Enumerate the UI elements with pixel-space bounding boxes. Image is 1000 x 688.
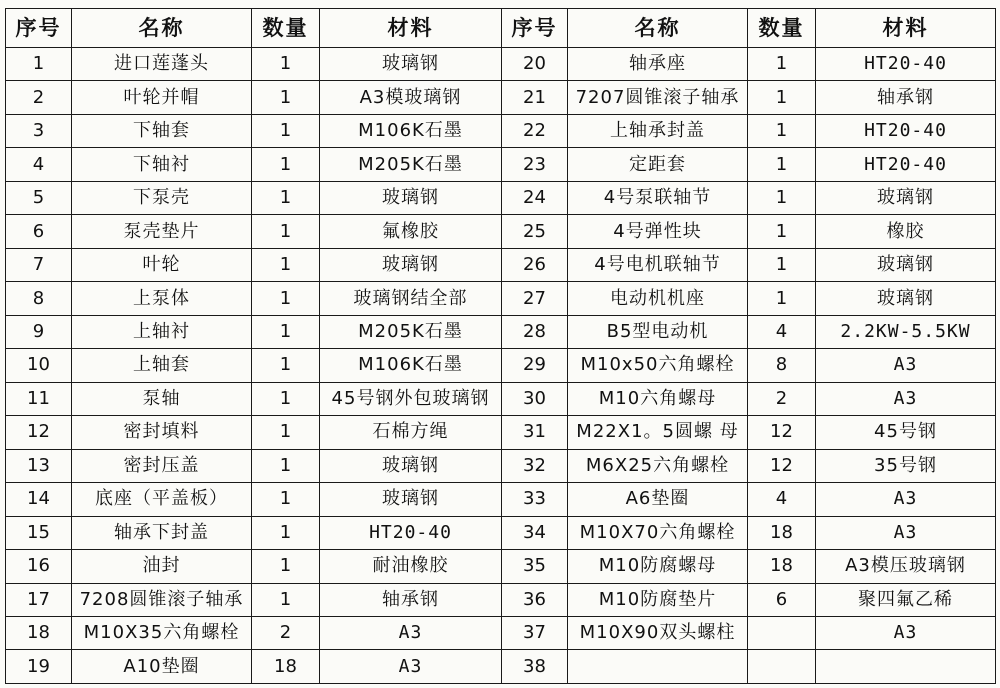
quantity-cell (748, 650, 816, 684)
part-number-cell: 16 (6, 550, 72, 583)
material-cell: 聚四氟乙稀 (816, 583, 996, 616)
quantity-cell: 1 (252, 81, 320, 114)
quantity-cell: 12 (748, 416, 816, 449)
material-cell: A3 (816, 616, 996, 649)
quantity-cell: 2 (748, 382, 816, 415)
quantity-cell: 1 (252, 248, 320, 281)
material-cell: 玻璃钢 (320, 48, 502, 81)
material-cell: HT20-40 (816, 114, 996, 147)
material-cell: A3 (816, 382, 996, 415)
part-number-cell: 10 (6, 349, 72, 382)
part-number-cell: 5 (6, 181, 72, 214)
header-material-left: 材料 (320, 9, 502, 48)
quantity-cell: 1 (252, 416, 320, 449)
table-row (6, 382, 996, 415)
part-name-cell: 下轴衬 (72, 148, 252, 181)
material-cell: A3 (816, 483, 996, 516)
part-name-cell: 上轴套 (72, 349, 252, 382)
quantity-cell: 4 (748, 483, 816, 516)
part-number-cell: 25 (502, 215, 568, 248)
part-number-cell: 22 (502, 114, 568, 147)
part-name-cell: M10X35六角螺栓 (72, 616, 252, 649)
material-cell: 35号钢 (816, 449, 996, 482)
material-cell: 轴承钢 (320, 583, 502, 616)
material-cell: A3 (320, 616, 502, 649)
table-row (6, 416, 996, 449)
part-number-cell: 32 (502, 449, 568, 482)
material-cell: M205K石墨 (320, 148, 502, 181)
part-number-cell: 6 (6, 215, 72, 248)
quantity-cell (748, 616, 816, 649)
material-cell: 玻璃钢 (816, 181, 996, 214)
part-number-cell: 11 (6, 382, 72, 415)
part-name-cell: M10六角螺母 (568, 382, 748, 415)
table-row (6, 282, 996, 315)
material-cell: M106K石墨 (320, 114, 502, 147)
part-number-cell: 28 (502, 315, 568, 348)
table-row (6, 349, 996, 382)
part-name-cell: 进口莲蓬头 (72, 48, 252, 81)
table-row (6, 114, 996, 147)
part-number-cell: 19 (6, 650, 72, 684)
quantity-cell: 1 (252, 48, 320, 81)
parts-list-table (5, 8, 996, 684)
part-number-cell: 30 (502, 382, 568, 415)
header-row (6, 9, 996, 48)
part-number-cell: 23 (502, 148, 568, 181)
part-number-cell: 26 (502, 248, 568, 281)
material-cell: HT20-40 (816, 148, 996, 181)
part-name-cell: 底座（平盖板） (72, 483, 252, 516)
table-row (6, 516, 996, 549)
part-number-cell: 38 (502, 650, 568, 684)
part-number-cell: 33 (502, 483, 568, 516)
part-name-cell: 密封填料 (72, 416, 252, 449)
quantity-cell: 1 (748, 282, 816, 315)
quantity-cell: 1 (252, 449, 320, 482)
part-name-cell: 下轴套 (72, 114, 252, 147)
material-cell: HT20-40 (816, 48, 996, 81)
part-name-cell: 下泵壳 (72, 181, 252, 214)
part-name-cell: 泵轴 (72, 382, 252, 415)
material-cell: 玻璃钢 (320, 248, 502, 281)
header-name-left: 名称 (72, 9, 252, 48)
part-name-cell: M10防腐垫片 (568, 583, 748, 616)
quantity-cell: 18 (748, 550, 816, 583)
quantity-cell: 1 (252, 315, 320, 348)
part-number-cell: 27 (502, 282, 568, 315)
table-row (6, 449, 996, 482)
quantity-cell: 1 (252, 181, 320, 214)
part-number-cell: 8 (6, 282, 72, 315)
part-number-cell: 4 (6, 148, 72, 181)
material-cell (816, 650, 996, 684)
material-cell: 橡胶 (816, 215, 996, 248)
part-number-cell: 29 (502, 349, 568, 382)
quantity-cell: 1 (748, 248, 816, 281)
part-name-cell: B5型电动机 (568, 315, 748, 348)
material-cell: 45号钢 (816, 416, 996, 449)
material-cell: A3模玻璃钢 (320, 81, 502, 114)
material-cell: M106K石墨 (320, 349, 502, 382)
part-name-cell: 密封压盖 (72, 449, 252, 482)
quantity-cell: 8 (748, 349, 816, 382)
quantity-cell: 12 (748, 449, 816, 482)
part-name-cell: 叶轮并帽 (72, 81, 252, 114)
table-row (6, 483, 996, 516)
part-number-cell: 13 (6, 449, 72, 482)
part-name-cell: 电动机机座 (568, 282, 748, 315)
material-cell: 石棉方绳 (320, 416, 502, 449)
quantity-cell: 1 (252, 382, 320, 415)
table-row (6, 248, 996, 281)
quantity-cell: 1 (252, 114, 320, 147)
quantity-cell: 1 (748, 114, 816, 147)
table-row (6, 148, 996, 181)
part-number-cell: 14 (6, 483, 72, 516)
part-name-cell: M10x50六角螺栓 (568, 349, 748, 382)
material-cell: 2.2KW-5.5KW (816, 315, 996, 348)
table-row (6, 181, 996, 214)
part-number-cell: 18 (6, 616, 72, 649)
part-number-cell: 35 (502, 550, 568, 583)
part-name-cell: 上轴承封盖 (568, 114, 748, 147)
quantity-cell: 1 (252, 215, 320, 248)
quantity-cell: 1 (252, 282, 320, 315)
part-name-cell: 上泵体 (72, 282, 252, 315)
quantity-cell: 1 (252, 516, 320, 549)
header-material-right: 材料 (816, 9, 996, 48)
table-row (6, 616, 996, 649)
part-number-cell: 3 (6, 114, 72, 147)
material-cell: A3 (816, 516, 996, 549)
part-name-cell: 4号电机联轴节 (568, 248, 748, 281)
header-no-left: 序号 (6, 9, 72, 48)
material-cell: 玻璃钢 (320, 449, 502, 482)
header-qty-right: 数量 (748, 9, 816, 48)
quantity-cell: 1 (748, 215, 816, 248)
quantity-cell: 18 (748, 516, 816, 549)
material-cell: M205K石墨 (320, 315, 502, 348)
quantity-cell: 2 (252, 616, 320, 649)
part-name-cell (568, 650, 748, 684)
part-name-cell: M22X1。5圆螺 母 (568, 416, 748, 449)
part-name-cell: M10防腐螺母 (568, 550, 748, 583)
part-name-cell: 油封 (72, 550, 252, 583)
part-name-cell: M10X70六角螺栓 (568, 516, 748, 549)
part-number-cell: 12 (6, 416, 72, 449)
part-name-cell: 轴承下封盖 (72, 516, 252, 549)
part-number-cell: 24 (502, 181, 568, 214)
part-number-cell: 37 (502, 616, 568, 649)
table-row (6, 550, 996, 583)
header-no-right: 序号 (502, 9, 568, 48)
header-name-right: 名称 (568, 9, 748, 48)
quantity-cell: 18 (252, 650, 320, 684)
material-cell: A3 (816, 349, 996, 382)
part-name-cell: 定距套 (568, 148, 748, 181)
material-cell: 玻璃钢 (816, 248, 996, 281)
quantity-cell: 6 (748, 583, 816, 616)
part-name-cell: 轴承座 (568, 48, 748, 81)
part-number-cell: 2 (6, 81, 72, 114)
part-number-cell: 21 (502, 81, 568, 114)
quantity-cell: 4 (748, 315, 816, 348)
material-cell: 45号钢外包玻璃钢 (320, 382, 502, 415)
quantity-cell: 1 (252, 550, 320, 583)
table-row (6, 215, 996, 248)
part-name-cell: A10垫圈 (72, 650, 252, 684)
part-number-cell: 31 (502, 416, 568, 449)
material-cell: 耐油橡胶 (320, 550, 502, 583)
part-number-cell: 7 (6, 248, 72, 281)
part-number-cell: 15 (6, 516, 72, 549)
material-cell: 玻璃钢结全部 (320, 282, 502, 315)
material-cell: 玻璃钢 (816, 282, 996, 315)
part-name-cell: 4号泵联轴节 (568, 181, 748, 214)
table-row (6, 315, 996, 348)
part-number-cell: 36 (502, 583, 568, 616)
quantity-cell: 1 (748, 181, 816, 214)
part-number-cell: 34 (502, 516, 568, 549)
part-number-cell: 17 (6, 583, 72, 616)
part-number-cell: 20 (502, 48, 568, 81)
material-cell: A3模压玻璃钢 (816, 550, 996, 583)
part-name-cell: M10X90双头螺柱 (568, 616, 748, 649)
part-name-cell: M6X25六角螺栓 (568, 449, 748, 482)
quantity-cell: 1 (252, 148, 320, 181)
part-number-cell: 1 (6, 48, 72, 81)
material-cell: 氟橡胶 (320, 215, 502, 248)
part-number-cell: 9 (6, 315, 72, 348)
header-qty-left: 数量 (252, 9, 320, 48)
part-name-cell: 上轴衬 (72, 315, 252, 348)
quantity-cell: 1 (252, 483, 320, 516)
table-row (6, 583, 996, 616)
table-row (6, 650, 996, 684)
quantity-cell: 1 (748, 148, 816, 181)
table-row (6, 48, 996, 81)
quantity-cell: 1 (252, 583, 320, 616)
part-name-cell: 7207圆锥滚子轴承 (568, 81, 748, 114)
table-row (6, 81, 996, 114)
material-cell: 轴承钢 (816, 81, 996, 114)
parts-table-body (6, 48, 996, 684)
material-cell: HT20-40 (320, 516, 502, 549)
quantity-cell: 1 (252, 349, 320, 382)
part-name-cell: 叶轮 (72, 248, 252, 281)
material-cell: 玻璃钢 (320, 181, 502, 214)
quantity-cell: 1 (748, 48, 816, 81)
part-name-cell: A6垫圈 (568, 483, 748, 516)
part-name-cell: 泵壳垫片 (72, 215, 252, 248)
material-cell: 玻璃钢 (320, 483, 502, 516)
part-name-cell: 7208圆锥滚子轴承 (72, 583, 252, 616)
part-name-cell: 4号弹性块 (568, 215, 748, 248)
material-cell: A3 (320, 650, 502, 684)
quantity-cell: 1 (748, 81, 816, 114)
